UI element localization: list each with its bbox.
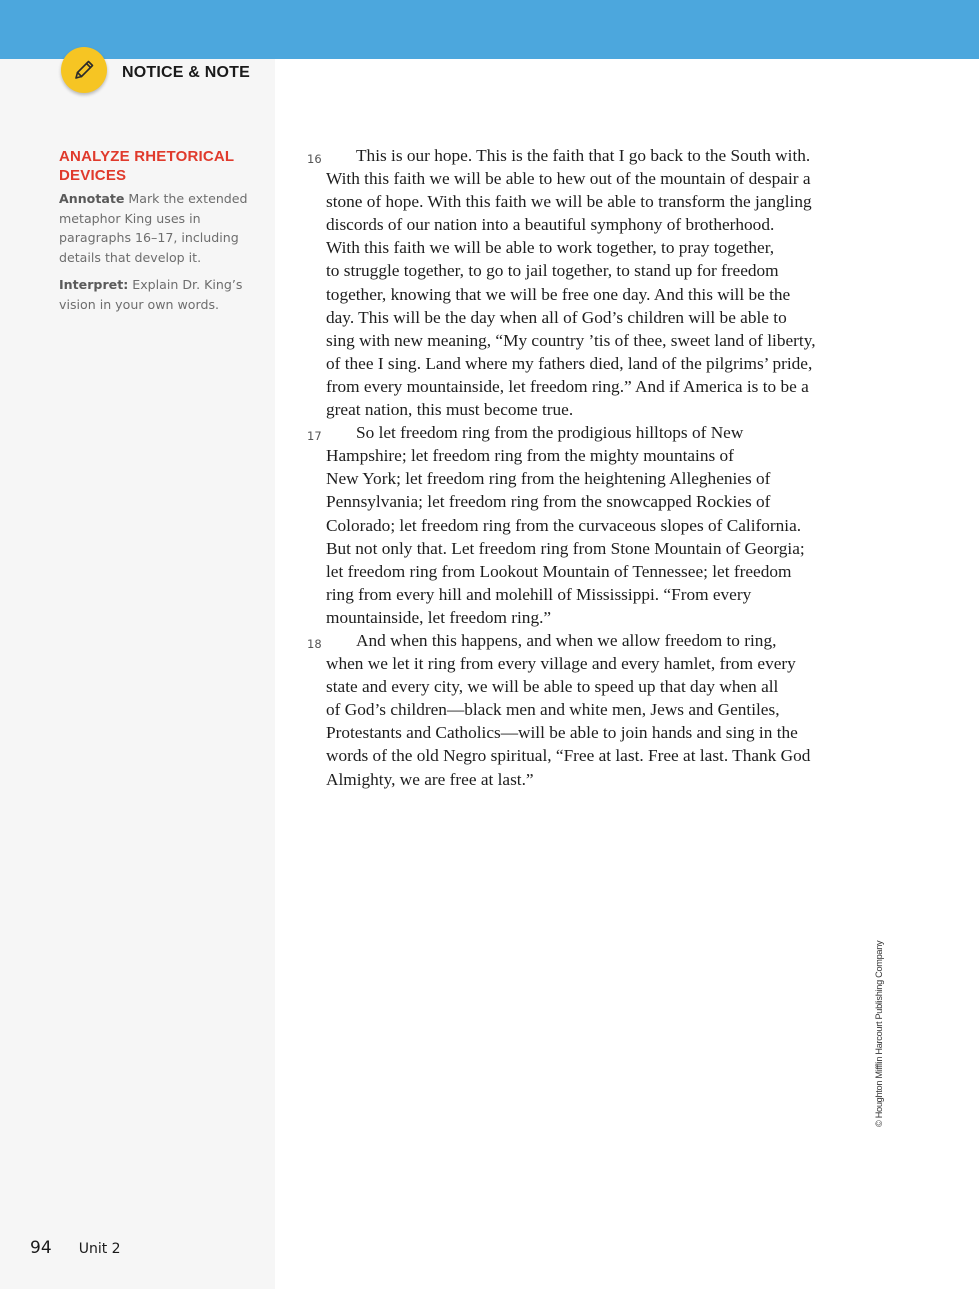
unit-label: Unit 2 <box>78 1241 121 1257</box>
top-banner <box>0 0 979 59</box>
section-label: NOTICE & NOTE <box>122 64 250 81</box>
text-line: from every mountainside, let freedom ring.” And if America is to be a <box>326 376 809 396</box>
text-line: state and every city, we will be able to speed up that day when all <box>326 677 779 697</box>
paragraph-number: 17 <box>307 429 322 444</box>
page-number: 94 <box>30 1238 52 1258</box>
notice-note-badge <box>61 47 107 93</box>
text-line: Hampshire; let freedom ring from the mighty mountains of <box>326 446 734 466</box>
paragraph-16 <box>307 144 846 421</box>
text-line: of thee I sing. Land where my fathers died, land of the pilgrims’ pride, <box>326 353 813 373</box>
text-line: of God’s children—black men and white men, Jews and Gentiles, <box>326 700 780 720</box>
text-line: discords of our nation into a beautiful symphony of brotherhood. <box>326 215 775 235</box>
sidebar-heading: ANALYZE RHETORICAL DEVICES <box>59 148 235 184</box>
text-line: together, knowing that we will be free one day. And this will be the <box>326 284 791 304</box>
annotate-label: Annotate <box>59 191 125 206</box>
speech-text <box>307 144 846 791</box>
paragraph-number: 18 <box>307 636 322 651</box>
text-line: Pennsylvania; let freedom ring from the snowcapped Rockies of <box>326 492 771 512</box>
paragraph-number: 16 <box>307 152 322 166</box>
text-line: sing with new meaning, “My country ’tis of thee, sweet land of liberty, <box>326 330 816 350</box>
text-line: let freedom ring from Lookout Mountain of Tennessee; let freedom <box>326 561 792 581</box>
text-line: But not only that. Let freedom ring from Stone Mountain of Georgia; <box>326 538 805 558</box>
annotate-text: Mark the extended metaphor King uses in paragraphs 16–17, including details that develop it. <box>59 191 248 265</box>
text-line: And when this happens, and when we allow freedom to ring, <box>356 630 777 650</box>
text-line: words of the old Negro spiritual, “Free at last. Free at last. Thank God <box>326 746 811 766</box>
interpret-instruction <box>59 275 259 314</box>
interpret-text: Explain Dr. King’s vision in your own words. <box>59 277 243 312</box>
text-line: to struggle together, to go to jail together, to stand up for freedom <box>326 261 779 281</box>
paragraph-18 <box>307 629 846 791</box>
annotation-sidebar <box>59 147 259 314</box>
text-line: With this faith we will be able to work together, to pray together, <box>326 238 775 258</box>
text-line: stone of hope. With this faith we will be able to transform the jangling <box>326 192 812 212</box>
text-line: This is our hope. This is the faith that I go back to the South with. <box>356 146 811 165</box>
paragraph-17 <box>307 421 846 629</box>
text-line: ring from every hill and molehill of Mississippi. “From every <box>326 584 752 604</box>
text-line: Protestants and Catholics—will be able to join hands and sing in the <box>326 723 798 743</box>
interpret-label: Interpret: <box>59 277 129 292</box>
copyright-notice: © Houghton Mifflin Harcourt Publishing Company <box>874 940 884 1127</box>
text-line: Colorado; let freedom ring from the curvaceous slopes of California. <box>326 515 802 535</box>
text-line: when we let it ring from every village and every hamlet, from every <box>326 654 796 674</box>
page-footer <box>30 1238 121 1258</box>
text-line: With this faith we will be able to hew out of the mountain of despair a <box>326 169 811 189</box>
text-line: Almighty, we are free at last.” <box>326 769 534 789</box>
pencil-icon <box>71 57 97 83</box>
text-line: New York; let freedom ring from the heightening Alleghenies of <box>326 469 771 489</box>
text-line: great nation, this must become true. <box>326 400 574 420</box>
annotate-instruction <box>59 189 259 267</box>
text-line: mountainside, let freedom ring.” <box>326 607 552 627</box>
text-line: So let freedom ring from the prodigious hilltops of New <box>356 423 744 443</box>
text-line: day. This will be the day when all of God’s children will be able to <box>326 307 787 327</box>
